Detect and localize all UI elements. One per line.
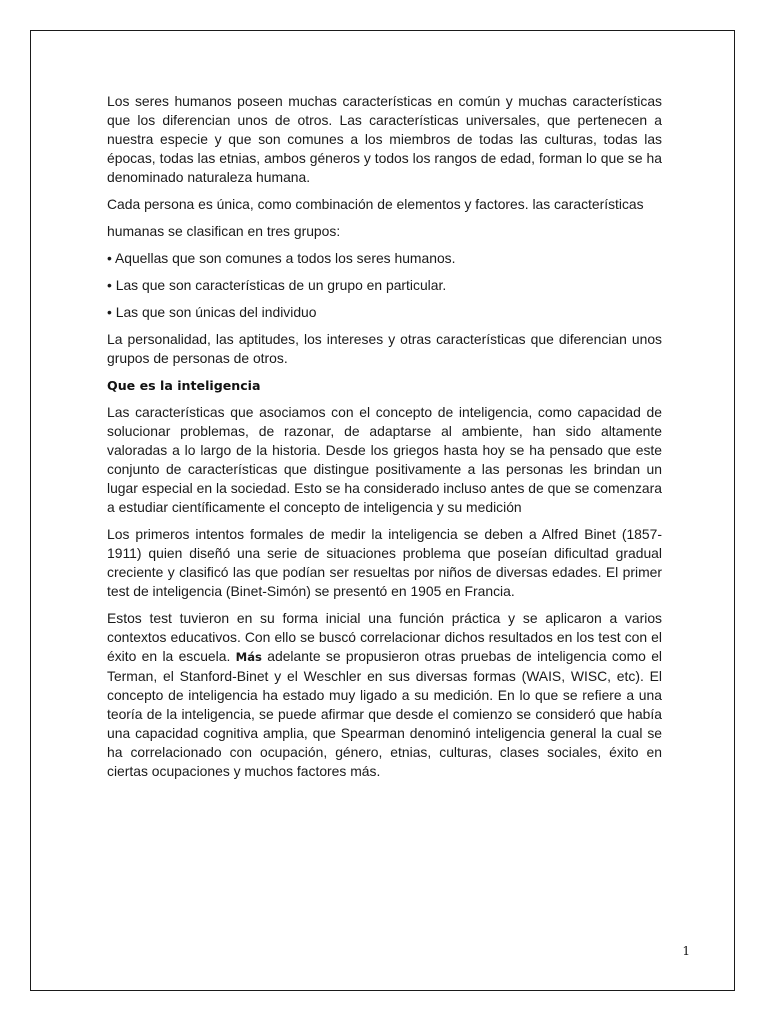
bullet-item: • Aquellas que son comunes a todos los seres humanos. bbox=[107, 250, 456, 266]
intro-paragraph: Los seres humanos poseen muchas características en común y muchas características que los diferencian unos de otros. Las características universales, que pertenecen a nuestra especie y que son comunes a los miembros de todas las culturas, todas las épocas, todas las etnias, ambos géneros y todos los rangos de edad, forman lo que se ha denominado naturaleza humana. bbox=[107, 93, 662, 185]
personality-paragraph: La personalidad, las aptitudes, los intereses y otras características que diferencian unos grupos de personas de otros. bbox=[107, 331, 662, 366]
intelligence-paragraph: Las características que asociamos con el concepto de inteligencia, como capacidad de solucionar problemas, de razonar, de adaptarse al ambiente, han sido altamente valoradas a lo largo de la historia. Desde los griegos hasta hoy se ha pensado que este conjunto de características que distingue positivamente a las personas les brindan un lugar especial en la sociedad. Esto se ha considerado incluso antes de que se comenzara a estudiar científicamente el concepto de inteligencia y su medición bbox=[107, 404, 662, 515]
tests-text-mas: Más bbox=[235, 650, 262, 664]
tests-text-end: adelante se propusieron otras pruebas de inteligencia como el Terman, el Stanford-Binet y el Weschler en sus diversas formas (WAIS, WISC, etc). El concepto de inteligencia ha estado muy ligado a su medición. En lo que se refiere a una teoría de la inteligencia, se puede afirmar que desde el comienzo se consideró que había una capacidad cognitiva amplia, que Spearman denominó inteligencia general la cual se ha correlacionado con ocupación, género, etnias, culturas, clases sociales, éxito en ciertas ocupaciones y muchos factores más. bbox=[107, 648, 662, 779]
page-content bbox=[107, 92, 662, 789]
bullet-item: • Las que son únicas del individuo bbox=[107, 304, 317, 320]
binet-paragraph: Los primeros intentos formales de medir la inteligencia se deben a Alfred Binet (1857-1911) quien diseñó una serie de situaciones problema que poseían dificultad gradual creciente y clasificó las que podían ser resueltas por niños de diversas edades. El primer test de inteligencia (Binet-Simón) se presentó en 1905 en Francia. bbox=[107, 526, 662, 599]
page-number: 1 bbox=[682, 944, 690, 958]
groups-paragraph: humanas se clasifican en tres grupos: bbox=[107, 223, 341, 239]
tests-paragraph bbox=[107, 609, 662, 781]
tests-text-start: Estos test tuvieron en su forma inicial una función práctica y se aplicaron a varios contextos educativos. Con ello se buscó correlacionar dichos resultados en los test con el éxito en la escuela. bbox=[107, 610, 662, 664]
document-page bbox=[30, 30, 735, 991]
bullet-item: • Las que son características de un grupo en particular. bbox=[107, 277, 447, 293]
uniqueness-paragraph: Cada persona es única, como combinación de elementos y factores. las características bbox=[107, 196, 644, 212]
section-heading: Que es la inteligencia bbox=[107, 378, 261, 393]
